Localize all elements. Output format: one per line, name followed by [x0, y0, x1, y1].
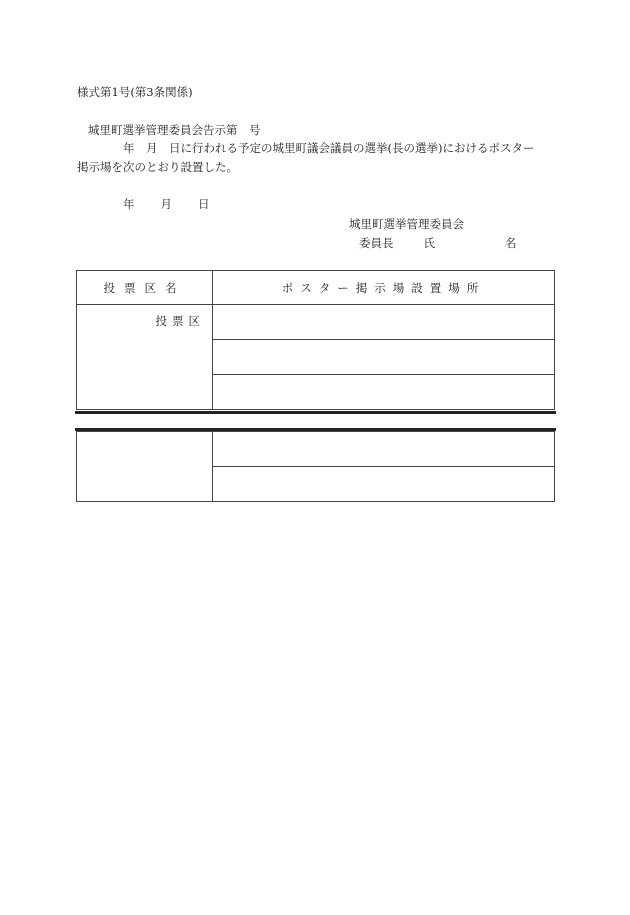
date-month: 月 [160, 197, 172, 211]
table-header-row [77, 271, 555, 305]
table-main [76, 270, 555, 410]
poster-location-table [76, 270, 555, 502]
table-row [77, 432, 555, 467]
table-row [77, 305, 555, 340]
location-cell [213, 305, 555, 340]
date-year: 年 [123, 197, 135, 211]
chair-name-family: 名 [505, 236, 517, 250]
location-cell [213, 340, 555, 375]
date-line [123, 199, 210, 211]
chair-signature-line [359, 238, 517, 250]
date-day: 日 [198, 197, 210, 211]
district-cell: 投票区 [77, 305, 213, 410]
chair-title: 委員長 [359, 236, 394, 250]
notice-body-line-1: 年 月 日に行われる予定の城里町議会議員の選挙(長の選挙)におけるポスター [123, 141, 535, 155]
form-number-label: 様式第1号(第3条関係) [77, 85, 193, 99]
committee-name: 城里町選挙管理委員会 [349, 217, 464, 231]
location-cell [213, 467, 555, 502]
chair-name-given: 氏 [423, 236, 435, 250]
notice-body-line-2: 掲示場を次のとおり設置した。 [77, 160, 238, 174]
notice-title: 城里町選挙管理委員会告示第 号 [88, 123, 261, 137]
district-cell-empty [77, 432, 213, 502]
table-continuation [76, 431, 555, 502]
location-cell [213, 432, 555, 467]
header-location: ポスター掲示場設置場所 [213, 271, 555, 305]
header-district-name: 投票区名 [77, 271, 213, 305]
location-cell [213, 375, 555, 410]
